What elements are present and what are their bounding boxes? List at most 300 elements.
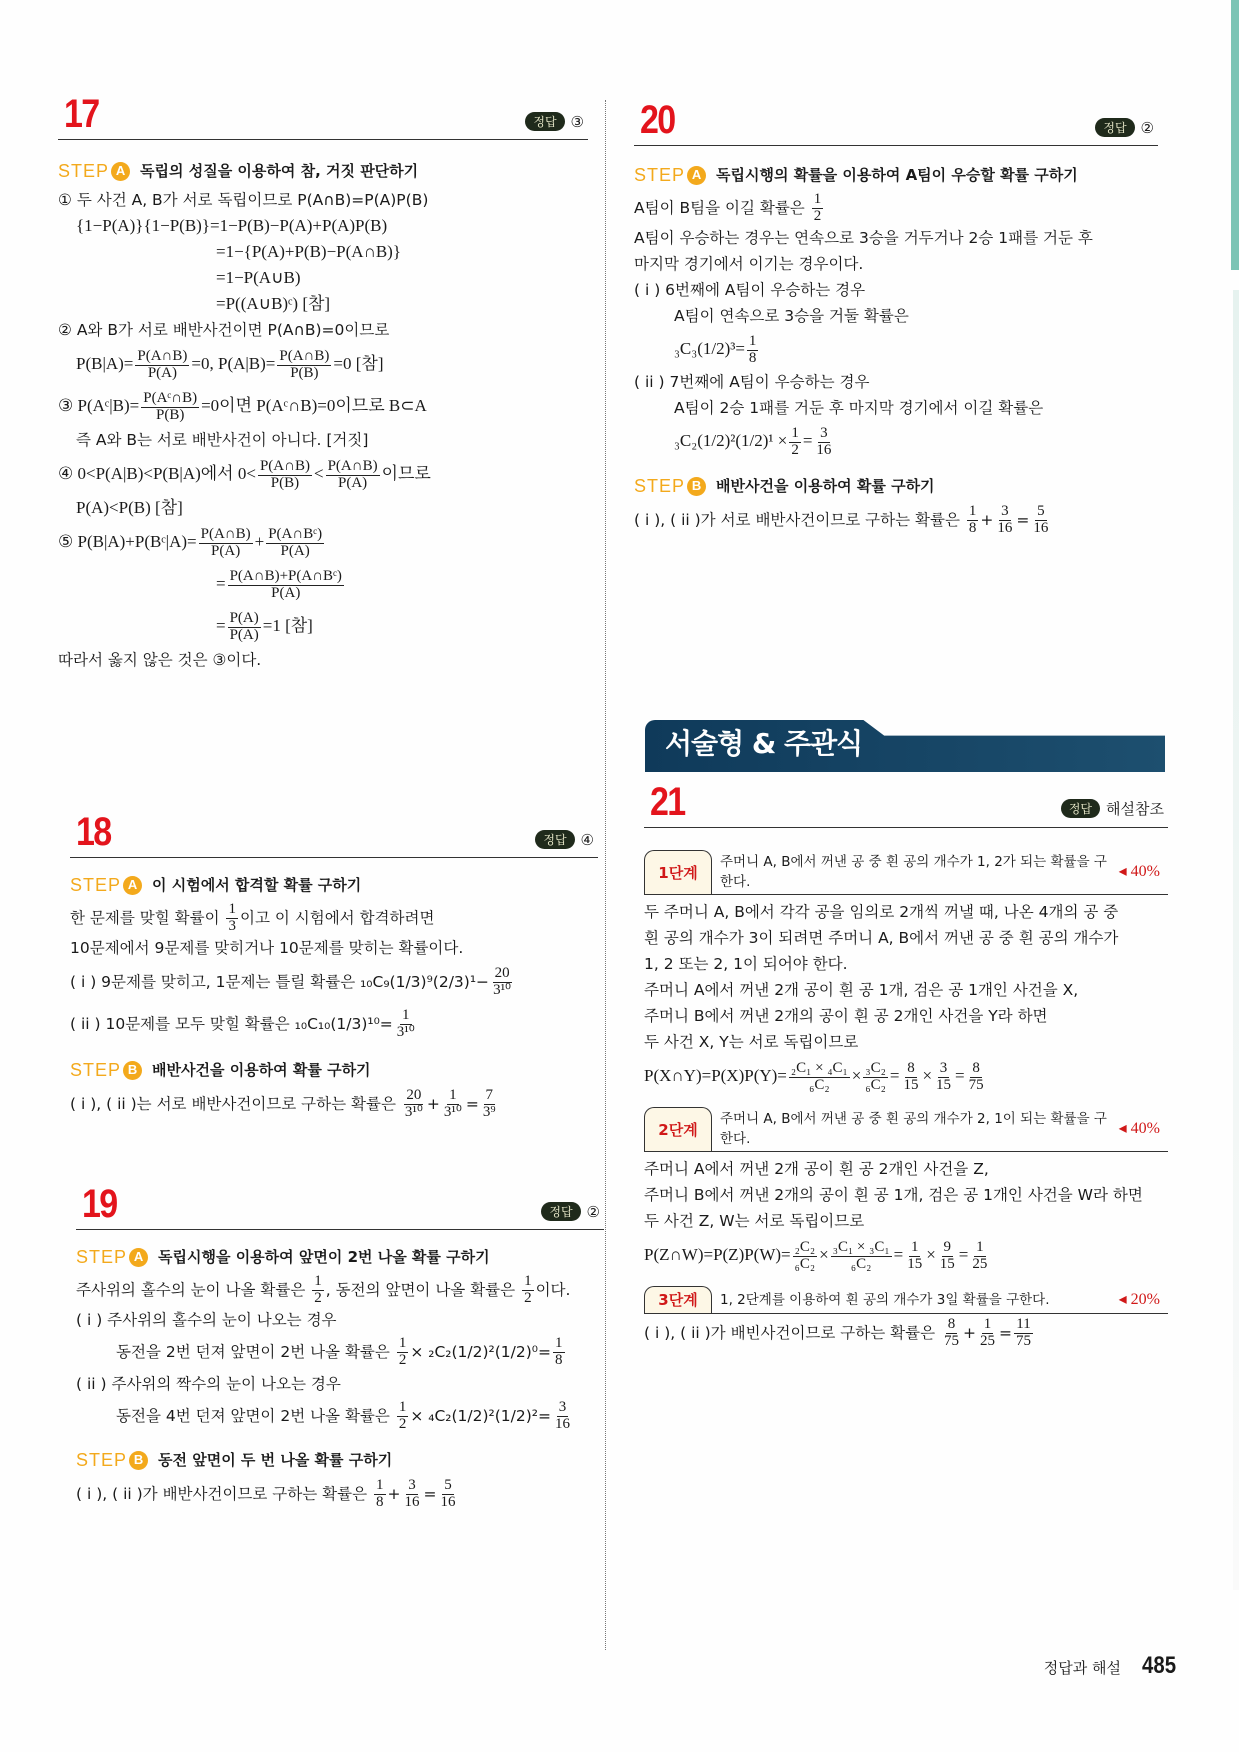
step-letter-icon: A — [687, 166, 706, 185]
answer-value: ② — [586, 1202, 600, 1221]
solution-line — [70, 1003, 598, 1045]
numerator: 1 — [555, 1335, 563, 1352]
footer-label: 정답과 해설 — [1043, 1659, 1121, 1677]
text: + — [387, 1485, 401, 1503]
numerator: ₂C₁ × ₄C₁ — [790, 1059, 848, 1076]
page-edge-shade — [1233, 290, 1239, 1590]
problem-header — [644, 780, 1168, 828]
answer-badge: 정답 — [1061, 799, 1100, 818]
fraction — [995, 504, 1014, 537]
numerator: 3 — [1001, 503, 1009, 520]
problem-number: 19 — [82, 1182, 117, 1226]
denominator: 25 — [980, 1333, 996, 1349]
solution-line: 마지막 경기에서 이기는 경우이다. — [634, 255, 864, 273]
solution-line: A팀이 우승하는 경우는 연속으로 3승을 거두거나 2승 1패를 거둔 후 — [634, 229, 1093, 247]
numerator: P(A) — [229, 609, 259, 626]
solution-line: 1, 2 또는 2, 1이 되어야 한다. — [644, 955, 848, 973]
numerator: 1 — [314, 1273, 322, 1290]
answer-badge: 정답 — [525, 112, 564, 131]
fraction — [812, 192, 824, 225]
denominator: 2 — [398, 1352, 407, 1368]
step-label: STEP — [70, 875, 122, 895]
math-text: ③ P(Aᶜ|B)= — [58, 396, 140, 415]
conclusion: 따라서 옳지 않은 것은 ③이다. — [58, 651, 262, 669]
math-text: × — [851, 1066, 862, 1085]
answer-badge: 정답 — [1095, 118, 1134, 137]
solution-line: ② A와 B가 서로 배반사건이면 P(A∩B)=0이므로 — [58, 321, 390, 339]
text: + — [426, 1095, 440, 1113]
solution-body — [58, 158, 588, 673]
fraction — [1014, 1317, 1033, 1350]
answer-indicator — [535, 830, 594, 849]
denominator: 15 — [907, 1255, 923, 1272]
fraction — [553, 1400, 572, 1433]
denominator: 16 — [997, 520, 1013, 536]
problem-header — [76, 1178, 604, 1230]
denominator: P(A) — [229, 626, 259, 643]
solution-line — [76, 1476, 604, 1512]
denominator: ₆C₂ — [809, 1076, 830, 1093]
fraction — [135, 349, 189, 382]
page-number: 485 — [1141, 1652, 1176, 1679]
fraction — [397, 1336, 409, 1369]
solution-line: ( ii ) 주사위의 짝수의 눈이 나오는 경우 — [76, 1375, 341, 1393]
numerator: 9 — [943, 1238, 952, 1255]
numerator: 1 — [968, 503, 977, 520]
numerator: 8 — [947, 1316, 956, 1333]
fraction — [814, 426, 833, 459]
fraction — [942, 1317, 961, 1350]
denominator: P(B) — [270, 474, 300, 491]
answer-indicator — [525, 112, 584, 131]
solution-line: 두 사건 X, Y는 서로 독립이므로 — [644, 1033, 859, 1051]
denominator: ₆C₂ — [865, 1076, 886, 1093]
fraction — [326, 459, 380, 492]
solution-line: ( ii ) 7번째에 A팀이 우승하는 경우 — [634, 373, 870, 391]
denominator: 75 — [968, 1076, 984, 1093]
solution-line — [70, 901, 598, 935]
step-a-heading — [76, 1244, 604, 1270]
numerator: 8 — [907, 1059, 915, 1076]
math-text: P(B|A)= — [76, 354, 134, 373]
numerator: 1 — [524, 1273, 532, 1290]
answer-indicator — [1061, 798, 1164, 819]
denominator: ₆C₂ — [794, 1255, 816, 1272]
denominator: 16 — [440, 1494, 456, 1510]
problem-number: 18 — [76, 810, 111, 854]
answer-indicator — [1095, 118, 1154, 137]
math-text: =0이면 P(Aᶜ∩B)=0이므로 B⊂A — [201, 396, 427, 415]
math-text: × — [922, 1066, 933, 1085]
denominator: P(B) — [290, 364, 319, 381]
stage-description: 주머니 A, B에서 꺼낸 공 중 흰 공의 개수가 2, 1이 되는 확률을 구한다. — [720, 1111, 1107, 1147]
answer-value: ④ — [580, 830, 594, 849]
stage-3-header — [644, 1286, 1168, 1314]
numerator: 3 — [408, 1477, 416, 1494]
numerator: 5 — [444, 1477, 452, 1494]
step-label: STEP — [76, 1450, 128, 1470]
fraction — [481, 1088, 498, 1121]
denominator: 16 — [816, 441, 832, 458]
stage-score: ◂ 40% — [1118, 863, 1160, 880]
numerator: 1 — [748, 332, 757, 349]
numerator: P(A∩B) — [279, 347, 330, 364]
solution-line: 주머니 B에서 꺼낸 2개의 공이 흰 공 2개인 사건을 Y라 하면 — [644, 1007, 1048, 1025]
numerator: 20 — [406, 1087, 422, 1104]
denominator: 2 — [398, 1416, 407, 1432]
fraction — [199, 527, 253, 560]
denominator: P(A) — [280, 542, 310, 559]
solution-body — [70, 872, 598, 1122]
numerator: 1 — [398, 1335, 407, 1352]
denominator: 3¹⁰ — [404, 1104, 423, 1120]
step-label: STEP — [634, 165, 686, 185]
text: ₃C₃(1/2)³= — [674, 339, 745, 358]
answer-badge: 정답 — [535, 830, 574, 849]
numerator: 1 — [983, 1316, 992, 1333]
step-label: STEP — [70, 1060, 122, 1080]
denominator: 2 — [813, 208, 822, 224]
numerator: 1 — [376, 1477, 384, 1494]
numerator: ₃C₂ — [865, 1059, 886, 1076]
solution-line: ( i ) 주사위의 홀수의 눈이 나오는 경우 — [76, 1311, 337, 1329]
step-title: 독립의 성질을 이용하여 참, 거짓 판단하기 — [140, 162, 419, 180]
denominator: 2 — [524, 1290, 532, 1306]
fraction — [374, 1478, 386, 1511]
answer-badge: 정답 — [541, 1202, 580, 1221]
numerator: P(A∩B) — [200, 525, 251, 542]
text: × ₂C₂(1/2)²(1/2)⁰= — [410, 1343, 551, 1361]
fraction — [439, 1478, 458, 1511]
numerator: 1 — [910, 1238, 919, 1255]
text: = — [423, 1485, 437, 1503]
denominator: 3⁹ — [482, 1104, 496, 1120]
text: , 동전의 앞면이 나올 확률은 — [325, 1281, 516, 1299]
fraction — [967, 504, 979, 537]
denominator: P(A) — [211, 542, 241, 559]
solution-line — [76, 1397, 604, 1435]
math-text: = — [216, 574, 226, 593]
solution-equation: P(Z∩W)=P(Z)P(W)= $\frac{\text{₂C₂}}{\text{₆C₂}}$ × $\frac{\text{₃C₁ × ₃C₁}}{\text{₆C₂}}$ = $\frac{1}{15}$ × $\frac{9}{15}$ = $\frac{1}{25}$ — [644, 1238, 988, 1272]
answer-indicator — [541, 1202, 600, 1221]
stage-label: 2단계 — [644, 1107, 712, 1151]
solution-line — [634, 191, 1158, 225]
fraction — [978, 1317, 997, 1350]
text: A팀이 B팀을 이길 확률은 — [634, 199, 805, 217]
solution-line: 두 주머니 A, B에서 각각 공을 임의로 2개씩 꺼낼 때, 나온 4개의 공 중 — [644, 903, 1119, 921]
denominator: ₆C₂ — [850, 1255, 872, 1272]
fraction — [442, 1088, 464, 1121]
fraction — [397, 1400, 409, 1433]
solution-equation — [58, 605, 588, 647]
fraction — [831, 1240, 892, 1273]
solution-line — [76, 1273, 604, 1307]
solution-body — [634, 162, 1158, 538]
denominator: P(A) — [147, 364, 177, 381]
fraction — [312, 1274, 324, 1307]
problem-17 — [58, 88, 588, 673]
fraction — [491, 966, 513, 999]
stage-description: 주머니 A, B에서 꺼낸 공 중 흰 공의 개수가 1, 2가 되는 확률을 구한다. — [720, 854, 1107, 890]
fraction — [967, 1061, 986, 1094]
problem-header — [70, 806, 598, 858]
problem-21 — [644, 780, 1168, 1352]
numerator: P(A∩B) — [259, 457, 310, 474]
solution-line: 주머니 A에서 꺼낸 2개 공이 흰 공 1개, 검은 공 1개인 사건을 X, — [644, 981, 1079, 999]
denominator: 8 — [555, 1352, 563, 1368]
solution-line — [634, 421, 1158, 461]
fraction — [403, 1088, 425, 1121]
numerator: 11 — [1016, 1316, 1031, 1333]
step-title: 배반사건을 이용하여 확률 구하기 — [152, 1061, 371, 1079]
text: = — [1016, 511, 1030, 529]
problem-20 — [634, 98, 1158, 538]
solution-line: =P((A∪B)ᶜ) [참] — [216, 294, 331, 313]
math-text: + — [254, 532, 265, 551]
step-label: STEP — [76, 1247, 128, 1267]
solution-line: ( i ) 6번째에 A팀이 우승하는 경우 — [634, 281, 866, 299]
problem-number: 20 — [640, 98, 675, 142]
denominator: 16 — [1033, 520, 1049, 536]
math-text: 이므로 — [381, 464, 431, 483]
stage-score: ◂ 40% — [1118, 1120, 1160, 1137]
solution-line: =1−{P(A)+P(B)−P(A∩B)} — [216, 242, 402, 261]
stage-description: 1, 2단계를 이용하여 흰 공의 개수가 3일 확률을 구한다. — [720, 1291, 1050, 1308]
text: + — [980, 511, 994, 529]
solution-equation: P(X∩Y)=P(X)P(Y)= $\frac{\text{₂C₁ × ₄C₁}}{\text{₆C₂}}$ × $\frac{\text{₃C₂}}{\text{₆C₂}}$ = $\frac{8}{15}$ × $\frac{3}{15}$ = $\frac{8}{75}$ — [644, 1059, 984, 1093]
numerator: P(Aᶜ∩B) — [143, 389, 198, 406]
denominator: 2 — [314, 1290, 322, 1306]
answer-value: 해설참조 — [1106, 800, 1164, 818]
fraction — [228, 611, 261, 644]
numerator: 1 — [449, 1087, 457, 1104]
math-text: ④ 0<P(A|B)<P(B|A)에서 0< — [58, 464, 256, 483]
text: ( i ), ( ii )가 배빈사건이므로 구하는 확률은 — [644, 1324, 936, 1342]
solution-body — [644, 850, 1168, 1352]
numerator: 5 — [1037, 503, 1045, 520]
solution-equation — [58, 385, 588, 427]
step-b-heading — [76, 1447, 604, 1473]
solution-line: A팀이 연속으로 3승을 거둘 확률은 — [674, 307, 909, 325]
text: 주사위의 홀수의 눈이 나올 확률은 — [76, 1281, 306, 1299]
text: ( i ), ( ii )가 서로 배반사건이므로 구하는 확률은 — [634, 511, 960, 529]
step-letter-icon: B — [687, 477, 706, 496]
denominator: P(A) — [271, 584, 301, 601]
text: 동전을 2번 던져 앞면이 2번 나올 확률은 — [116, 1343, 390, 1361]
solution-line: 즉 A와 B는 서로 배반사건이 아니다. [거짓] — [76, 431, 369, 449]
numerator: 1 — [398, 1399, 407, 1416]
text: = — [999, 1324, 1013, 1342]
fraction — [863, 1061, 887, 1094]
denominator: 16 — [555, 1416, 570, 1432]
solution-line — [76, 1333, 604, 1371]
step-a-heading — [70, 872, 598, 898]
numerator: P(A∩B)+P(A∩Bᶜ) — [229, 567, 342, 584]
step-letter-icon: B — [123, 1061, 142, 1080]
step-title: 배반사건을 이용하여 확률 구하기 — [716, 477, 935, 495]
fraction — [970, 1240, 989, 1273]
stage-label: 3단계 — [644, 1286, 712, 1313]
fraction — [522, 1274, 534, 1307]
text: × ₄C₂(1/2)²(1/2)²= — [410, 1407, 551, 1425]
step-a-heading — [634, 162, 1158, 188]
fraction — [277, 349, 331, 382]
fraction — [905, 1240, 924, 1273]
problem-number: 21 — [650, 780, 685, 824]
math-text: ⑤ P(B|A)+P(Bᶜ|A)= — [58, 532, 197, 551]
solution-line — [644, 1314, 1168, 1352]
math-text: P(Z∩W)=P(Z)P(W)= — [644, 1245, 791, 1264]
solution-equation — [58, 343, 588, 385]
step-a-heading — [58, 158, 588, 184]
numerator: ₃C₁ × ₃C₁ — [832, 1238, 890, 1255]
math-text: =1 [참] — [262, 616, 313, 635]
math-text: × — [819, 1245, 829, 1264]
denominator: P(B) — [155, 406, 185, 423]
numerator: 1 — [813, 191, 822, 208]
step-b-heading — [634, 473, 1158, 499]
denominator: 15 — [936, 1076, 952, 1093]
numerator: 1 — [402, 1007, 410, 1024]
step-letter-icon: B — [129, 1451, 148, 1470]
fraction — [901, 1061, 920, 1094]
solution-line: P(A)<P(B) [참] — [76, 498, 183, 517]
column-divider — [605, 100, 606, 1650]
solution-line: A팀이 2승 1패를 거둔 후 마지막 경기에서 이길 확률은 — [674, 399, 1044, 417]
fraction — [747, 334, 759, 367]
numerator: 1 — [228, 901, 236, 918]
denominator: 8 — [376, 1494, 384, 1510]
numerator: 8 — [972, 1059, 980, 1076]
problem-header — [58, 88, 588, 140]
denominator: 75 — [1016, 1333, 1032, 1349]
fraction — [141, 391, 199, 424]
math-text: =0 [참] — [333, 354, 384, 373]
page-edge-tab — [1231, 0, 1239, 270]
step-title: 독립시행을 이용하여 앞면이 2번 나올 확률 구하기 — [158, 1248, 490, 1266]
fraction — [403, 1478, 422, 1511]
problem-18 — [70, 806, 598, 1122]
solution-equation — [58, 563, 588, 605]
section-banner-title: 서술형 & 주관식 — [665, 727, 863, 760]
step-letter-icon: A — [123, 876, 142, 895]
math-text: = — [216, 616, 226, 635]
math-text: × — [926, 1245, 936, 1264]
denominator: 16 — [404, 1494, 420, 1510]
step-title: 독립시행의 확률을 이용하여 A팀이 우승할 확률 구하기 — [716, 166, 1078, 184]
numerator: P(A∩Bᶜ) — [268, 525, 323, 542]
denominator: 15 — [903, 1076, 919, 1093]
text: ( i ), ( ii )가 배반사건이므로 구하는 확률은 — [76, 1485, 368, 1503]
text: ( i ) 9문제를 맞히고, 1문제는 틀릴 확률은 ₁₀C₉(1/3)⁹(2/3)¹− — [70, 973, 490, 991]
page-footer — [1044, 1652, 1179, 1680]
step-title: 이 시험에서 합격할 확률 구하기 — [152, 876, 362, 894]
solution-line — [70, 961, 598, 1003]
solution-line: 주머니 B에서 꺼낸 2개의 공이 흰 공 1개, 검은 공 1개인 사건을 W라 하면 — [644, 1186, 1143, 1204]
numerator: ₂C₂ — [794, 1238, 816, 1255]
numerator: P(A∩B) — [327, 457, 378, 474]
solution-line: 10문제에서 9문제를 맞히거나 10문제를 맞히는 확률이다. — [70, 939, 464, 957]
denominator: 25 — [972, 1255, 988, 1272]
solution-line — [70, 1086, 598, 1122]
math-text: < — [313, 464, 324, 483]
text: 한 문제를 맞힐 확률이 — [70, 909, 220, 927]
text: 이고 이 시험에서 합격하려면 — [239, 909, 435, 927]
numerator: 1 — [791, 424, 799, 441]
fraction — [934, 1061, 953, 1094]
denominator: 15 — [939, 1255, 955, 1272]
solution-line: 주머니 A에서 꺼낸 2개 공이 흰 공 2개인 사건을 Z, — [644, 1160, 989, 1178]
math-text: P(X∩Y)=P(X)P(Y)= — [644, 1066, 787, 1085]
solution-body — [76, 1244, 604, 1512]
solution-equation — [58, 521, 588, 563]
denominator: 3¹⁰ — [443, 1104, 462, 1120]
fraction — [789, 426, 801, 459]
text: = — [802, 431, 813, 450]
denominator: 3 — [228, 918, 236, 934]
fraction — [553, 1336, 565, 1369]
problem-header — [634, 98, 1158, 146]
fraction — [266, 527, 324, 560]
stage-2-header — [644, 1107, 1168, 1152]
numerator: P(A∩B) — [137, 347, 188, 364]
solution-line: 두 사건 Z, W는 서로 독립이므로 — [644, 1212, 865, 1230]
denominator: 8 — [748, 349, 757, 366]
answer-value: ③ — [570, 112, 584, 131]
text: = — [465, 1095, 479, 1113]
denominator: 3¹⁰ — [493, 982, 512, 998]
numerator: 1 — [976, 1238, 984, 1255]
denominator: 3¹⁰ — [396, 1024, 415, 1040]
numerator: 3 — [939, 1059, 948, 1076]
text: 이다. — [535, 1281, 571, 1299]
fraction — [938, 1240, 957, 1273]
solution-equation — [58, 453, 588, 495]
text: + — [963, 1324, 977, 1342]
fraction — [226, 902, 238, 935]
numerator: 3 — [820, 424, 828, 441]
fraction — [1031, 504, 1050, 537]
step-label: STEP — [58, 161, 110, 181]
fraction — [258, 459, 312, 492]
stage-label: 1단계 — [644, 850, 712, 894]
problem-number: 17 — [64, 92, 99, 136]
denominator: 75 — [944, 1333, 960, 1349]
step-letter-icon: A — [111, 162, 130, 181]
stage-1-header — [644, 850, 1168, 895]
text: ₃C₂(1/2)²(1/2)¹ × — [674, 431, 788, 450]
numerator: 3 — [558, 1399, 567, 1416]
numerator: 20 — [494, 965, 510, 982]
step-label: STEP — [634, 476, 686, 496]
denominator: P(A) — [337, 474, 368, 491]
text: ( ii ) 10문제를 모두 맞힐 확률은 ₁₀C₁₀(1/3)¹⁰= — [70, 1015, 393, 1033]
text: ( i ), ( ii )는 서로 배반사건이므로 구하는 확률은 — [70, 1095, 396, 1113]
solution-line — [634, 502, 1158, 538]
denominator: 8 — [968, 520, 977, 536]
fraction — [228, 569, 344, 602]
stage-score: ◂ 20% — [1118, 1290, 1160, 1308]
text: 동전을 4번 던져 앞면이 2번 나올 확률은 — [116, 1407, 390, 1425]
step-title: 동전 앞면이 두 번 나올 확률 구하기 — [158, 1451, 393, 1469]
numerator: 7 — [485, 1087, 494, 1104]
denominator: 2 — [791, 441, 799, 458]
solution-line: 흰 공의 개수가 3이 되려면 주머니 A, B에서 꺼낸 공 중 흰 공의 개수가 — [644, 929, 1119, 947]
math-text: =0, P(A|B)= — [191, 354, 276, 373]
step-letter-icon: A — [129, 1248, 148, 1267]
step-b-heading — [70, 1057, 598, 1083]
solution-line: ① 두 사건 A, B가 서로 독립이므로 P(A∩B)=P(A)P(B) — [58, 191, 429, 209]
